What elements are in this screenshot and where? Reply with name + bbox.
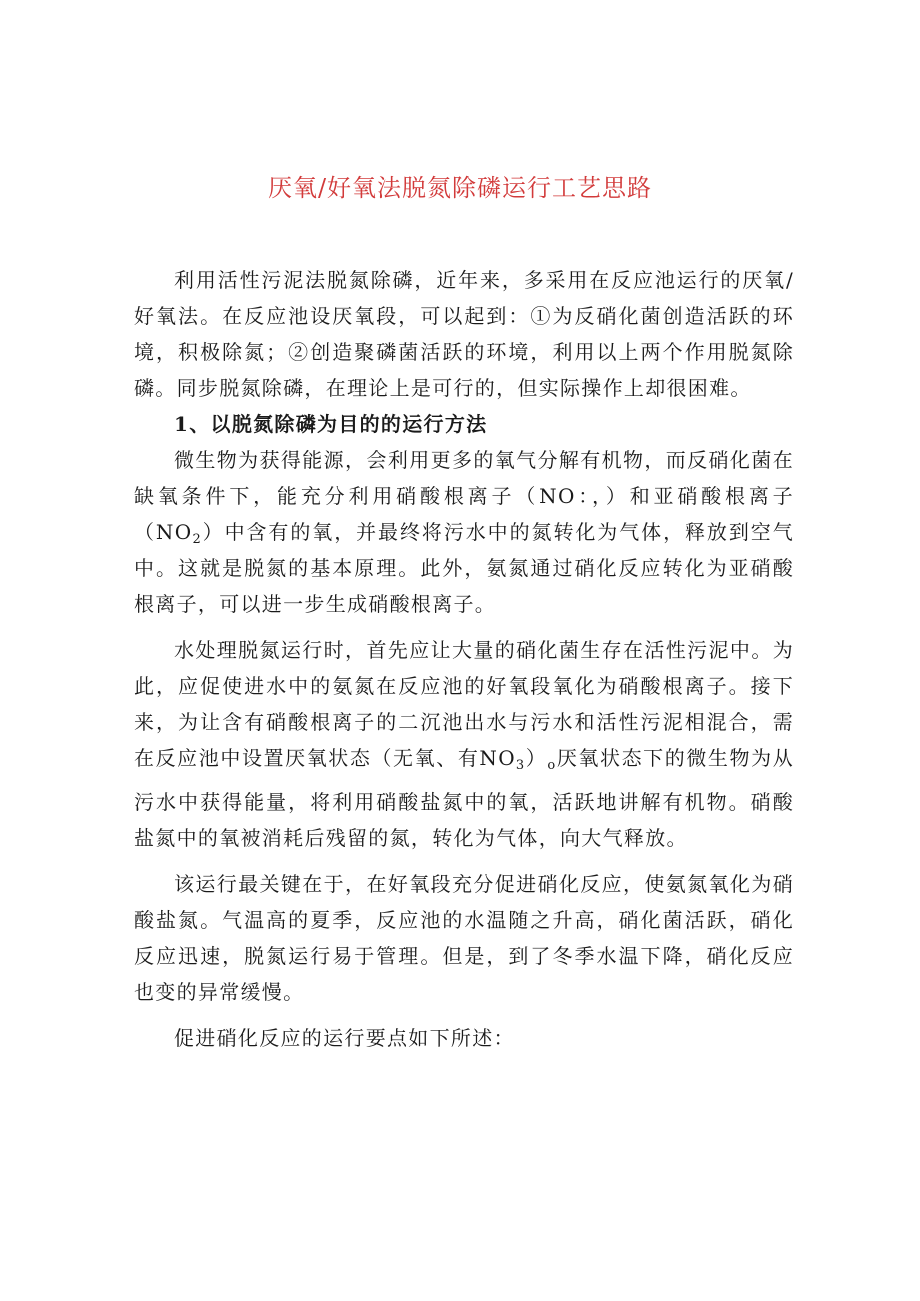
- small-o-mark: o: [547, 758, 557, 773]
- section-heading-1: 1、以脱氮除磷为目的的运行方法: [174, 412, 488, 436]
- paragraph-denitrification-principle: [134, 442, 794, 622]
- paragraph-text: 水处理脱氮运行时，首先应让大量的硝化菌生存在活性污泥中。为此，应促使进水中的氨氮在反应池的好氧段氧化为硝酸根离子。接下来，为让含有硝酸根离子的二沉池出水与污水和活性污泥相混合，需在反应池中设置厌氧状态（无氧、有NO: [134, 638, 794, 770]
- paragraph-text: ）中含有的氧，并最终将污水中的氮转化为气体，释放到空气中。这就是脱氮的基本原理。此外，氨氮通过硝化反应转化为亚硝酸根离子，可以进一步生成硝酸根离子。: [134, 520, 795, 616]
- paragraph-text: 微生物为获得能源，会利用更多的氧气分解有机物，而反硝化菌在缺氧条件下，能充分利用硝酸根离子（NO：，）和亚硝酸根离子（NO: [134, 448, 794, 544]
- paragraph-text: ）: [525, 746, 548, 770]
- subscript-2: 2: [192, 532, 203, 547]
- paragraph-text: 厌氧状态下的微生物为从污水中获得能量，将利用硝酸盐氮中的氧，活跃地讲解有机物。硝酸盐氮中的氧被消耗后残留的氮，转化为气体，向大气释放。: [134, 746, 795, 850]
- paragraph-nitrification-key: 该运行最关键在于，在好氧段充分促进硝化反应，使氨氮氧化为硝酸盐氮。气温高的夏季，反应池的水温随之升高，硝化菌活跃，硝化反应迅速，脱氮运行易于管理。但是，到了冬季水温下降，硝化反应也变的异常缓慢。: [134, 872, 794, 1004]
- intro-paragraph: 利用活性污泥法脱氮除磷，近年来，多采用在反应池运行的厌氧/好氧法。在反应池设厌氧段，可以起到：①为反硝化菌创造活跃的环境，积极除氮；②创造聚磷菌活跃的环境，利用以上两个作用脱氮除磷。同步脱氮除磷，在理论上是可行的，但实际操作上却很困难。: [134, 268, 794, 400]
- document-body: [134, 262, 794, 1056]
- subscript-3: 3: [515, 758, 526, 773]
- paragraph-nitrification-points: 促进硝化反应的运行要点如下所述：: [174, 1026, 515, 1050]
- document-title: 厌氧/好氧法脱氮除磷运行工艺思路: [267, 174, 653, 202]
- paragraph-denitrification-operation: [134, 632, 794, 856]
